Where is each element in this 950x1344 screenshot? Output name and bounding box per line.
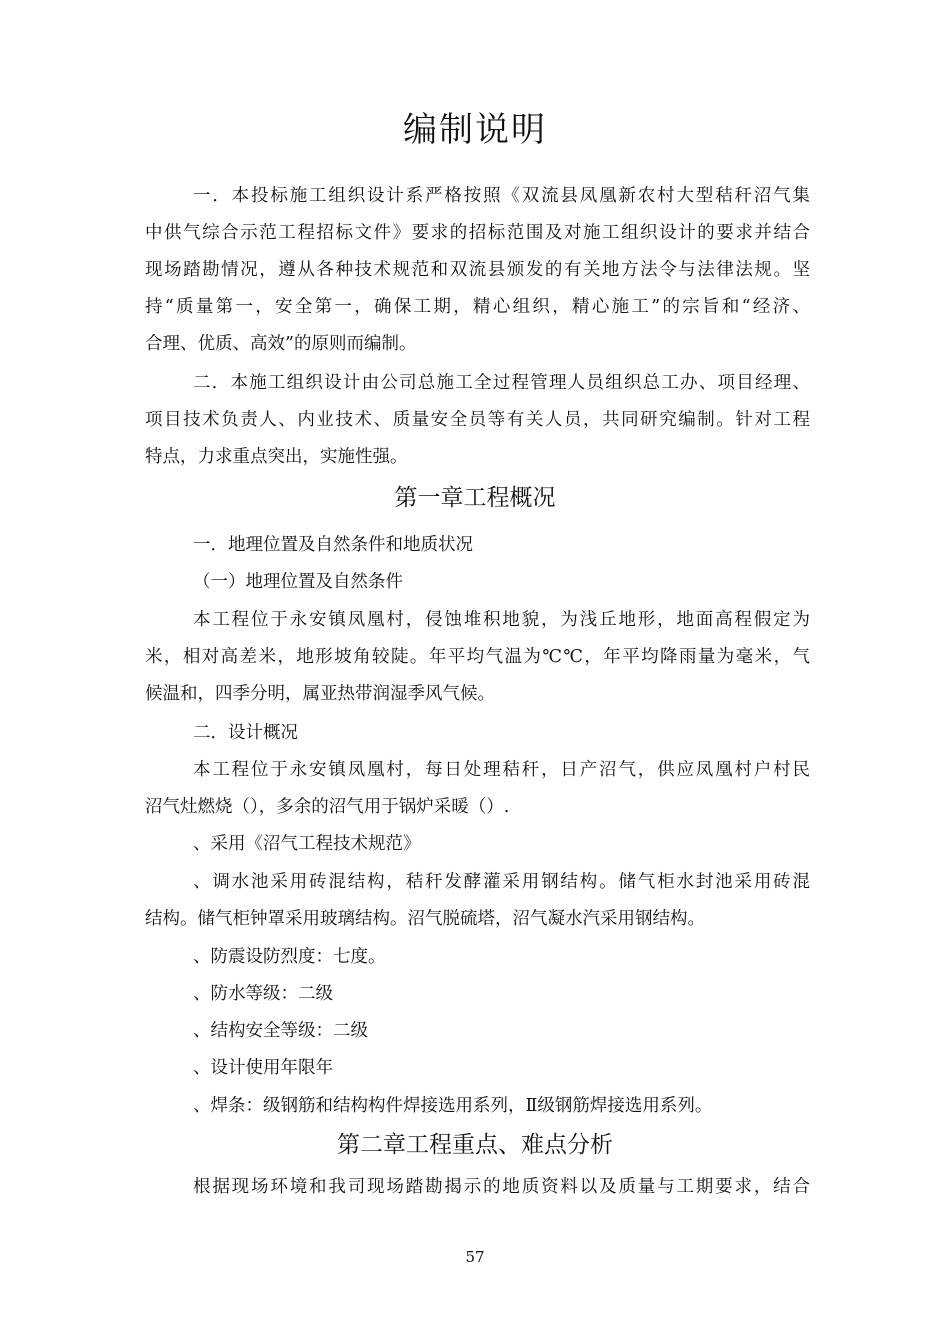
item-life: 、设计使用年限年 <box>193 1058 333 1078</box>
intro-p1-line-1: 一．本投标施工组织设计系严格按照《双流县凤凰新农村大型秸秆沼气集 <box>193 186 810 206</box>
chapter-2-line-1: 根据现场环境和我司现场踏勘揭示的地质资料以及质量与工期要求，结合 <box>193 1177 810 1197</box>
intro-p2-line-1: 二．本施工组织设计由公司总施工全过程管理人员组织总工办、项目经理、 <box>193 373 810 393</box>
item-safety: 、结构安全等级：二级 <box>193 1021 368 1041</box>
intro-p1-line-3: 现场踏勘情况，遵从各种技术规范和双流县颁发的有关地方法令与法律法规。坚 <box>145 260 810 280</box>
chapter-2-heading: 第二章工程重点、难点分析 <box>337 1132 613 1158</box>
item-standard: 、采用《沼气工程技术规范》 <box>193 834 421 854</box>
intro-p2-line-2: 项目技术负责人、内业技术、质量安全员等有关人员，共同研究编制。针对工程 <box>145 410 810 430</box>
section-1-heading: 一．地理位置及自然条件和地质状况 <box>193 535 473 555</box>
intro-p2-line-3: 特点，力求重点突出，实施性强。 <box>145 447 408 467</box>
document-title: 编制说明 <box>403 110 547 150</box>
page-number: 57 <box>465 1248 485 1266</box>
item-waterproof: 、防水等级：二级 <box>193 984 333 1004</box>
intro-p1-line-2: 中供气综合示范工程招标文件》要求的招标范围及对施工组织设计的要求并结合 <box>145 223 810 243</box>
location-line-3: 候温和，四季分明，属亚热带润湿季风气候。 <box>145 684 495 704</box>
intro-p1-line-4: 持“质量第一，安全第一，确保工期，精心组织，精心施工”的宗旨和“经济、 <box>145 297 810 317</box>
chapter-1-heading: 第一章工程概况 <box>394 485 556 511</box>
location-line-2: 米，相对高差米，地形坡角较陡。年平均气温为℃℃，年平均降雨量为毫米，气 <box>145 647 810 667</box>
intro-p1-line-5: 合理、优质、高效”的原则而编制。 <box>145 334 417 354</box>
structure-line-1: 、调水池采用砖混结构，秸秆发酵灌采用钢结构。储气柜水封池采用砖混 <box>193 872 810 892</box>
section-2-heading: 二．设计概况 <box>193 723 298 743</box>
design-line-2: 沼气灶燃烧（），多余的沼气用于锅炉采暖（）. <box>145 797 510 817</box>
location-line-1: 本工程位于永安镇凤凰村，侵蚀堆积地貌，为浅丘地形，地面高程假定为 <box>193 610 810 630</box>
structure-line-2: 结构。储气柜钟罩采用玻璃结构。沼气脱硫塔，沼气凝水汽采用钢结构。 <box>145 909 705 929</box>
item-welding: 、焊条：级钢筋和结构构件焊接选用系列，Ⅱ级钢筋焊接选用系列。 <box>193 1096 713 1116</box>
design-line-1: 本工程位于永安镇凤凰村，每日处理秸秆，日产沼气，供应凤凰村户村民 <box>193 760 810 780</box>
subsection-1-heading: （一）地理位置及自然条件 <box>193 572 403 592</box>
item-seismic: 、防震设防烈度：七度。 <box>193 947 386 967</box>
